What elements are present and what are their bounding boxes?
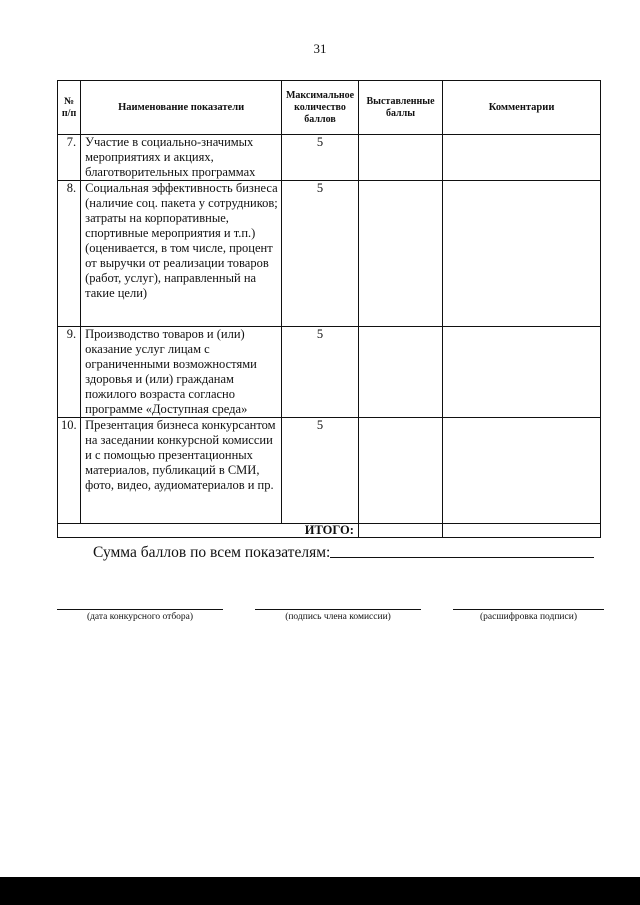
comment-cell[interactable] bbox=[443, 327, 601, 418]
indicator-name: Социальная эффективность бизнеса (наличие соц. пакета у сотрудников; затраты на корпоративные, спортивные мероприятия и т.п.) (оценивается, в том числе, процент от выручки от реализации товаров (работ, услуг), направленный на такие цели) bbox=[81, 181, 282, 327]
comment-cell[interactable] bbox=[443, 418, 601, 524]
sum-label: Сумма баллов по всем показателям: bbox=[93, 544, 331, 561]
given-score-cell[interactable] bbox=[358, 327, 442, 418]
header-name: Наименование показатели bbox=[81, 81, 282, 135]
max-score: 5 bbox=[282, 135, 359, 181]
row-number: 8. bbox=[58, 181, 81, 327]
given-score-cell[interactable] bbox=[358, 135, 442, 181]
max-score: 5 bbox=[282, 327, 359, 418]
header-given-score: Выставленные баллы bbox=[358, 81, 442, 135]
comment-cell[interactable] bbox=[443, 181, 601, 327]
given-score-cell[interactable] bbox=[358, 181, 442, 327]
score-table bbox=[57, 80, 601, 538]
table-row bbox=[58, 418, 601, 524]
scan-edge-band bbox=[0, 877, 640, 905]
indicator-name: Презентация бизнеса конкурсантом на заседании конкурсной комиссии и с помощью презентационных материалов, публикаций в СМИ, фото, видео, аудиоматериалов и пр. bbox=[81, 418, 282, 524]
max-score: 5 bbox=[282, 418, 359, 524]
date-caption: (дата конкурсного отбора) bbox=[86, 612, 194, 622]
given-score-cell[interactable] bbox=[358, 418, 442, 524]
row-number: 7. bbox=[58, 135, 81, 181]
indicator-name: Участие в социально-значимых мероприятиях и акциях, благотворительных программах bbox=[81, 135, 282, 181]
comment-cell[interactable] bbox=[443, 135, 601, 181]
table-header-row bbox=[58, 81, 601, 135]
total-comment-cell[interactable] bbox=[443, 524, 601, 538]
header-comment: Комментарии bbox=[443, 81, 601, 135]
date-signature-line[interactable] bbox=[57, 609, 223, 610]
decoding-caption: (расшифровка подписи) bbox=[480, 612, 577, 622]
max-score: 5 bbox=[282, 181, 359, 327]
sum-input-line[interactable] bbox=[330, 557, 594, 558]
table-row bbox=[58, 135, 601, 181]
total-label: ИТОГО: bbox=[58, 524, 359, 538]
signature-caption: (подпись члена комиссии) bbox=[285, 612, 391, 622]
row-number: 9. bbox=[58, 327, 81, 418]
page-number: 31 bbox=[313, 41, 327, 56]
total-row bbox=[58, 524, 601, 538]
indicator-name: Производство товаров и (или) оказание услуг лицам с ограниченными возможностями здоровья и (или) гражданам пожилого возраста согласно программе «Доступная среда» bbox=[81, 327, 282, 418]
table-row bbox=[58, 327, 601, 418]
header-max-score: Максимальное количество баллов bbox=[282, 81, 359, 135]
decoding-signature-line[interactable] bbox=[453, 609, 604, 610]
total-score-cell[interactable] bbox=[358, 524, 442, 538]
header-num: № п/п bbox=[58, 81, 81, 135]
signature-line[interactable] bbox=[255, 609, 421, 610]
row-number: 10. bbox=[58, 418, 81, 524]
table-row bbox=[58, 181, 601, 327]
